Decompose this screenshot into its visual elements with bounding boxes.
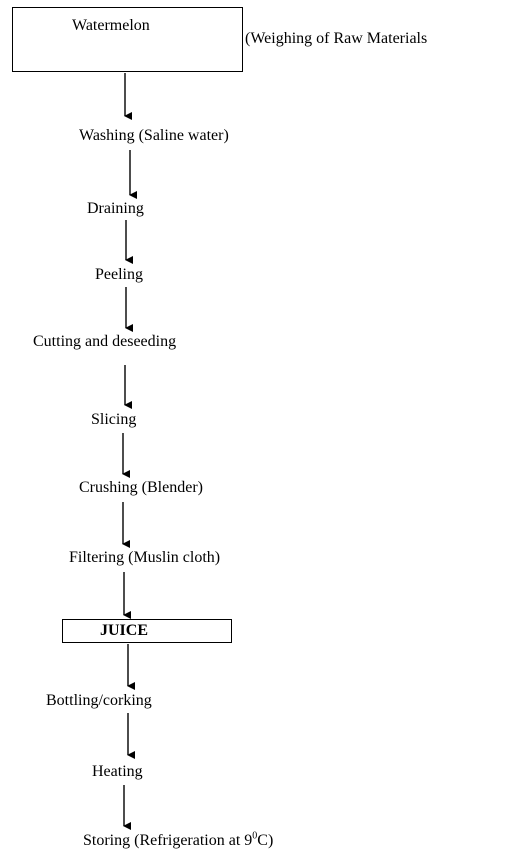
degree-superscript: 0 [252,830,258,842]
step-filtering: Filtering (Muslin cloth) [69,549,221,566]
juice-label: JUICE [100,622,149,639]
step-peeling: Peeling [95,266,143,283]
storing-unit: C) [257,832,274,849]
step-storing [83,832,273,850]
weighing-note: (Weighing of Raw Materials [245,30,428,47]
step-crushing: Crushing (Blender) [79,479,203,496]
storing-text: Storing (Refrigeration at 9 [83,832,253,849]
step-washing: Washing (Saline water) [79,127,229,144]
step-heating: Heating [92,763,143,780]
watermelon-label: Watermelon [72,17,150,34]
step-cutting-deseeding: Cutting and deseeding [33,333,177,350]
step-bottling-corking: Bottling/corking [46,692,152,709]
step-draining: Draining [87,200,144,217]
step-slicing: Slicing [91,411,137,428]
